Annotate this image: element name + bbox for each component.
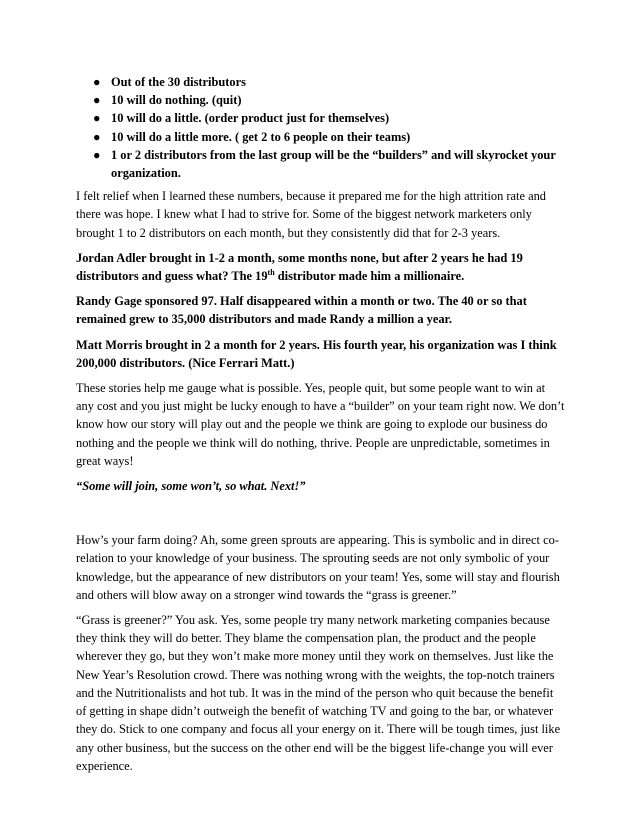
next-quote: “Some will join, some won’t, so what. Next!” (76, 479, 306, 494)
list-item: ● 10 will do a little. (order product just for themselves) (76, 109, 566, 127)
document-body (76, 73, 566, 782)
bullet-icon: ● (93, 129, 101, 144)
farm-paragraph: How’s your farm doing? Ah, some green sprouts are appearing. This is symbolic and in direct co-relation to your knowledge of your business. The sprouting seeds are not only symbolic of your knowledge, but the appearance of new distributors on your team! Yes, some will stay and flourish and others will blow away on a stronger wind towards the “grass is greener.” (76, 533, 560, 602)
bullet-icon: ● (93, 147, 101, 162)
bullet-icon: ● (93, 93, 101, 108)
grass-is-greener-paragraph: “Grass is greener?” You ask. Yes, some people try many network marketing companies because they think they will do better. They blame the compensation plan, the product and the people wherever they go, but they won’t make more money until they work on themselves. Just like the New Year’s Resolution crowd. There was nothing wrong with the weights, the top-notch trainers and the Nutritionalists and hot tub. It was in the mind of the person who quit because the benefit of getting in shape didn’t outweigh the benefit of watching TV and going to the bar, or whatever they do. Stick to one company and focus all your energy on it. There will be tough times, just like any other business, but the success on the other end will be the biggest life-change you will ever experience. (76, 613, 561, 773)
list-item: ● Out of the 30 distributors (76, 73, 566, 91)
matt-morris-paragraph: Matt Morris brought in 2 a month for 2 years. His fourth year, his organization was I think 200,000 distributors. (Nice Ferrari Matt.) (76, 337, 557, 370)
bullet-icon: ● (93, 75, 101, 89)
section-gap (76, 502, 566, 531)
list-item: ● 10 will do nothing. (quit) (76, 91, 566, 109)
bullet-icon: ● (93, 111, 101, 126)
jordan-adler-paragraph: Jordan Adler brought in 1-2 a month, some months none, but after 2 years he had 19 distributors and guess what? The 19th distributor made him a millionaire. (76, 250, 523, 284)
relief-paragraph: I felt relief when I learned these numbers, because it prepared me for the high attrition rate and there was hope. I knew what I had to strive for. Some of the biggest network marketers only brought 1 to 2 distributors on each month, but they consistently did that for 2-3 years. (76, 189, 546, 240)
distributor-breakdown-list (76, 73, 566, 182)
list-item: ● 1 or 2 distributors from the last group will be the “builders” and will skyrocket your organization. (93, 147, 556, 181)
randy-gage-paragraph: Randy Gage sponsored 97. Half disappeared within a month or two. The 40 or so that remained grew to 35,000 distributors and made Randy a million a year. (76, 294, 527, 327)
stories-paragraph: These stories help me gauge what is possible. Yes, people quit, but some people want to win at any cost and you just might be lucky enough to have a “builder” on your team right now. We don’t know how our story will play out and the people we think are going to explode our business do nothing and the people we think will do nothing, thrive. People are unpredictable, sometimes in great ways! (76, 381, 565, 468)
list-item: ● 10 will do a little more. ( get 2 to 6 people on their teams) (76, 128, 566, 146)
